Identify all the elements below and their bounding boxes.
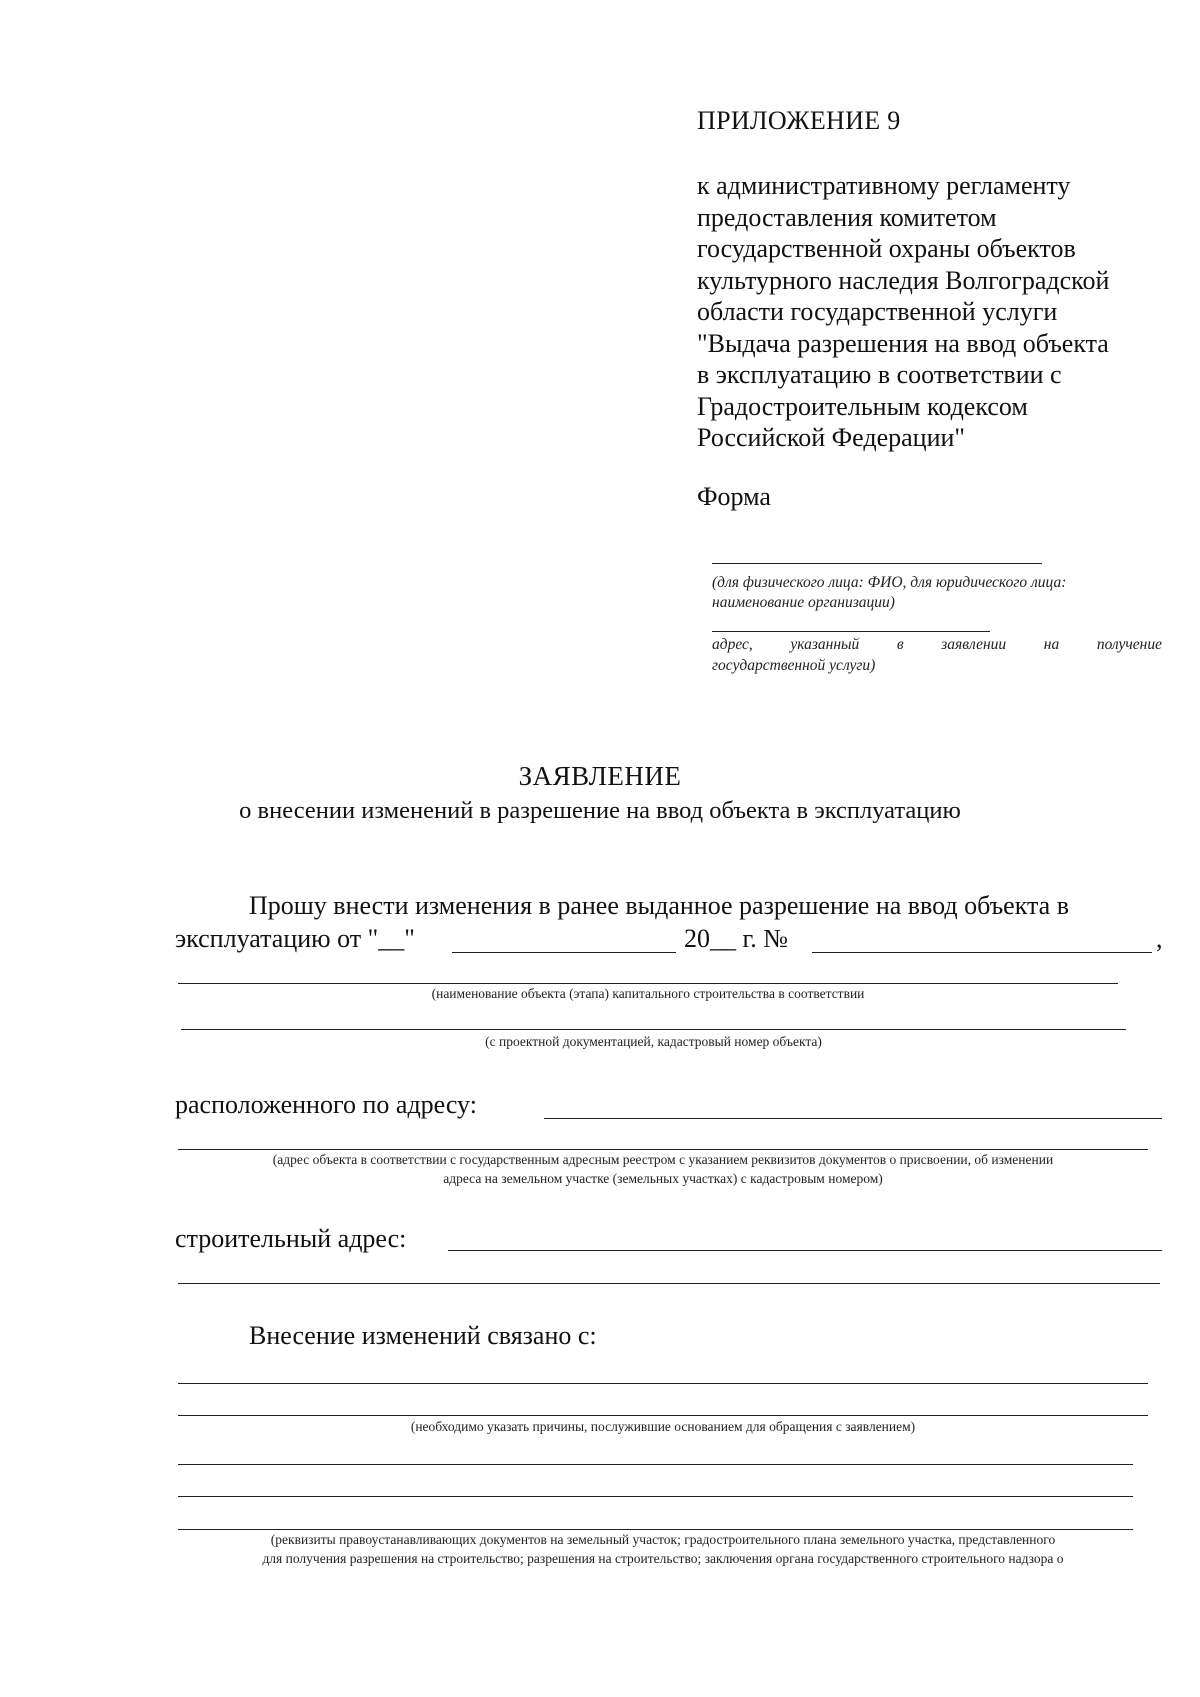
appendix-line: государственной охраны объектов (697, 234, 1076, 263)
construction-label: строительный адрес: (175, 1224, 407, 1253)
changes-label: Внесение изменений связано с: (249, 1321, 597, 1350)
appendix-title: ПРИЛОЖЕНИЕ 9 (697, 106, 901, 135)
appendix-description (697, 170, 1109, 454)
recipient-address-line[interactable] (712, 631, 990, 632)
recipient-address-hint: государственной услуги) (712, 657, 876, 674)
request-date-prefix: эксплуатацию от "__" (175, 924, 415, 953)
document-subtitle: о внесении изменений в разрешение на ввод объекта в эксплуатацию (239, 797, 961, 824)
recipient-name-hint: наименование организации) (712, 594, 895, 611)
form-label: Форма (697, 482, 771, 511)
location-caption: адреса на земельном участке (земельных участках) с кадастровым номером) (443, 1171, 883, 1186)
reasons-field-2[interactable] (178, 1415, 1148, 1416)
request-comma: , (1156, 924, 1163, 953)
address-hint-word: адрес, (712, 636, 753, 653)
appendix-line: Российской Федерации" (697, 423, 966, 452)
location-address-field[interactable] (544, 1118, 1162, 1119)
address-hint-word: на (1043, 636, 1060, 653)
document-title: ЗАЯВЛЕНИЕ (518, 761, 682, 791)
documents-caption: для получения разрешения на строительство; разрешения на строительство; заключения органа государственного строительного надзора о (262, 1551, 1064, 1566)
appendix-line: предоставления комитетом (697, 202, 997, 232)
recipient-name-line[interactable] (712, 563, 1042, 564)
object-name-field[interactable] (178, 983, 1118, 984)
request-line: Прошу внести изменения в ранее выданное разрешение на ввод объекта в (249, 891, 1069, 920)
appendix-line: "Выдача разрешения на ввод объекта (697, 328, 1109, 358)
project-doc-caption: (с проектной документацией, кадастровый номер объекта) (485, 1034, 822, 1049)
recipient-name-hint: (для физического лица: ФИО, для юридического лица: (712, 574, 1067, 591)
request-year-number: 20__ г. № (684, 924, 789, 953)
location-caption: (адрес объекта в соответствии с государственным адресным реестром с указанием реквизитов документов о присвоении, об изменении (272, 1152, 1054, 1167)
appendix-line: культурного наследия Волгоградской (697, 265, 1110, 295)
object-name-caption: (наименование объекта (этапа) капитального строительства в соответствии (431, 986, 865, 1001)
construction-address-field[interactable] (448, 1250, 1162, 1251)
documents-field-2[interactable] (178, 1496, 1133, 1497)
reasons-field[interactable] (178, 1383, 1148, 1384)
location-label: расположенного по адресу: (175, 1090, 477, 1119)
appendix-line: области государственной услуги (697, 297, 1058, 326)
address-hint-word: указанный (790, 636, 860, 653)
location-address-field-2[interactable] (178, 1149, 1148, 1150)
documents-caption: (реквизиты правоустанавливающих документов на земельный участок; градостроительного плана земельного участка, представленного (270, 1532, 1056, 1547)
issue-date-field[interactable] (452, 952, 676, 953)
reasons-caption: (необходимо указать причины, послужившие основанием для обращения с заявлением) (410, 1419, 916, 1434)
address-hint-word: получение (1096, 636, 1162, 653)
construction-address-field-2[interactable] (178, 1283, 1160, 1284)
appendix-line: в эксплуатацию в соответствии с (697, 360, 1062, 389)
permit-number-field[interactable] (812, 952, 1152, 953)
address-hint-word: заявлении (941, 636, 1007, 653)
appendix-line: Градостроительным кодексом (697, 391, 1028, 421)
recipient-address-hint (712, 636, 1162, 654)
documents-field-3[interactable] (178, 1529, 1133, 1530)
project-doc-field[interactable] (181, 1029, 1126, 1030)
documents-field[interactable] (178, 1464, 1133, 1465)
appendix-line: к административному регламенту (697, 171, 1071, 200)
address-hint-word: в (896, 636, 904, 653)
